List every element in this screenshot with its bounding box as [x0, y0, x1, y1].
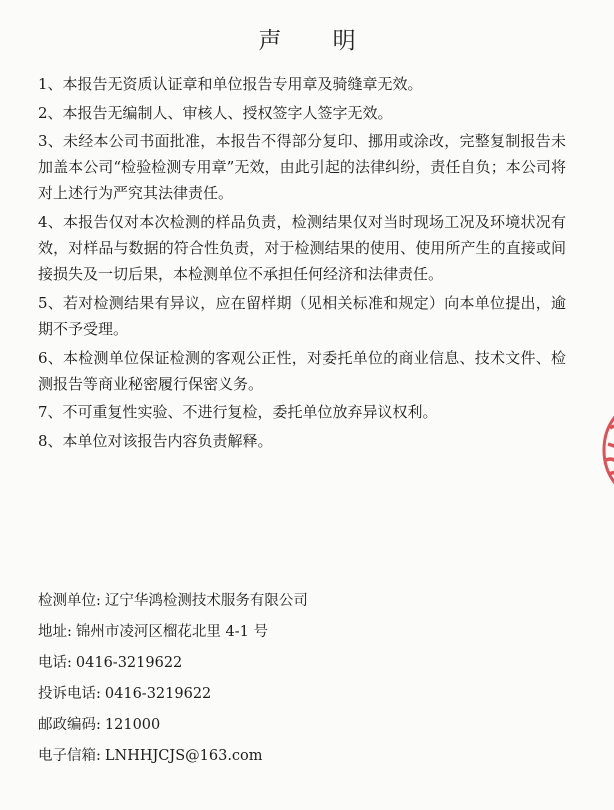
contact-row-email: [38, 747, 578, 778]
contact-label: 地址:: [38, 624, 72, 640]
contact-row-complaint-phone: [38, 685, 578, 716]
clause-item: 3、未经本公司书面批准，本报告不得部分复印、挪用或涂改，完整复制报告未加盖本公司“检验检测专用章”无效，由此引起的法律纠纷，责任自负；本公司将对上述行为严究其法律责任。: [38, 132, 566, 203]
contact-value: 0416-3219622: [104, 686, 212, 702]
clause-item: 6、本检测单位保证检测的客观公正性，对委托单位的商业信息、技术文件、检测报告等商业秘密履行保密义务。: [38, 348, 566, 393]
contact-info: [38, 592, 578, 778]
seal-stamp-icon: [590, 400, 614, 500]
contact-row-address: [38, 623, 578, 654]
clause-item: 5、若对检测结果有异议，应在留样期（见相关标准和规定）向本单位提出，逾期不予受理。: [38, 293, 566, 339]
contact-value: LNHHJCJS@163.com: [104, 748, 263, 764]
contact-label: 电话:: [38, 655, 72, 671]
clause-item: 7、不可重复性实验、不进行复检，委托单位放弃异议权利。: [38, 403, 438, 422]
contact-value: 0416-3219622: [75, 655, 183, 671]
contact-row-postcode: [38, 716, 578, 747]
contact-label: 电子信箱:: [38, 748, 101, 764]
contact-label: 检测单位:: [38, 593, 101, 609]
contact-value: 锦州市凌河区榴花北里 4-1 号: [75, 624, 268, 640]
contact-value: 辽宁华鸿检测技术服务有限公司: [104, 593, 308, 609]
clause-item: 4、本报告仅对本次检测的样品负责，检测结果仅对当时现场工况及环境状况有效，对样品与数据的符合性负责，对于检测结果的使用、使用所产生的直接或间接损失及一切后果，本检测单位不承担任何经济和法律责任。: [38, 212, 566, 284]
clause-list: [38, 71, 566, 456]
contact-row-unit: [38, 592, 578, 623]
clause-item: 2、本报告无编制人、审核人、授权签字人签字无效。: [38, 103, 393, 122]
contact-value: 121000: [104, 717, 161, 733]
contact-label: 投诉电话:: [38, 686, 101, 702]
page-title: 声 明: [258, 28, 378, 54]
clause-item: 1、本报告无资质认证章和单位报告专用章及骑缝章无效。: [38, 75, 423, 93]
clause-item: 8、本单位对该报告内容负责解释。: [38, 431, 273, 450]
contact-row-phone: [38, 654, 578, 685]
contact-label: 邮政编码:: [38, 717, 101, 733]
seal-mark: [604, 404, 614, 496]
